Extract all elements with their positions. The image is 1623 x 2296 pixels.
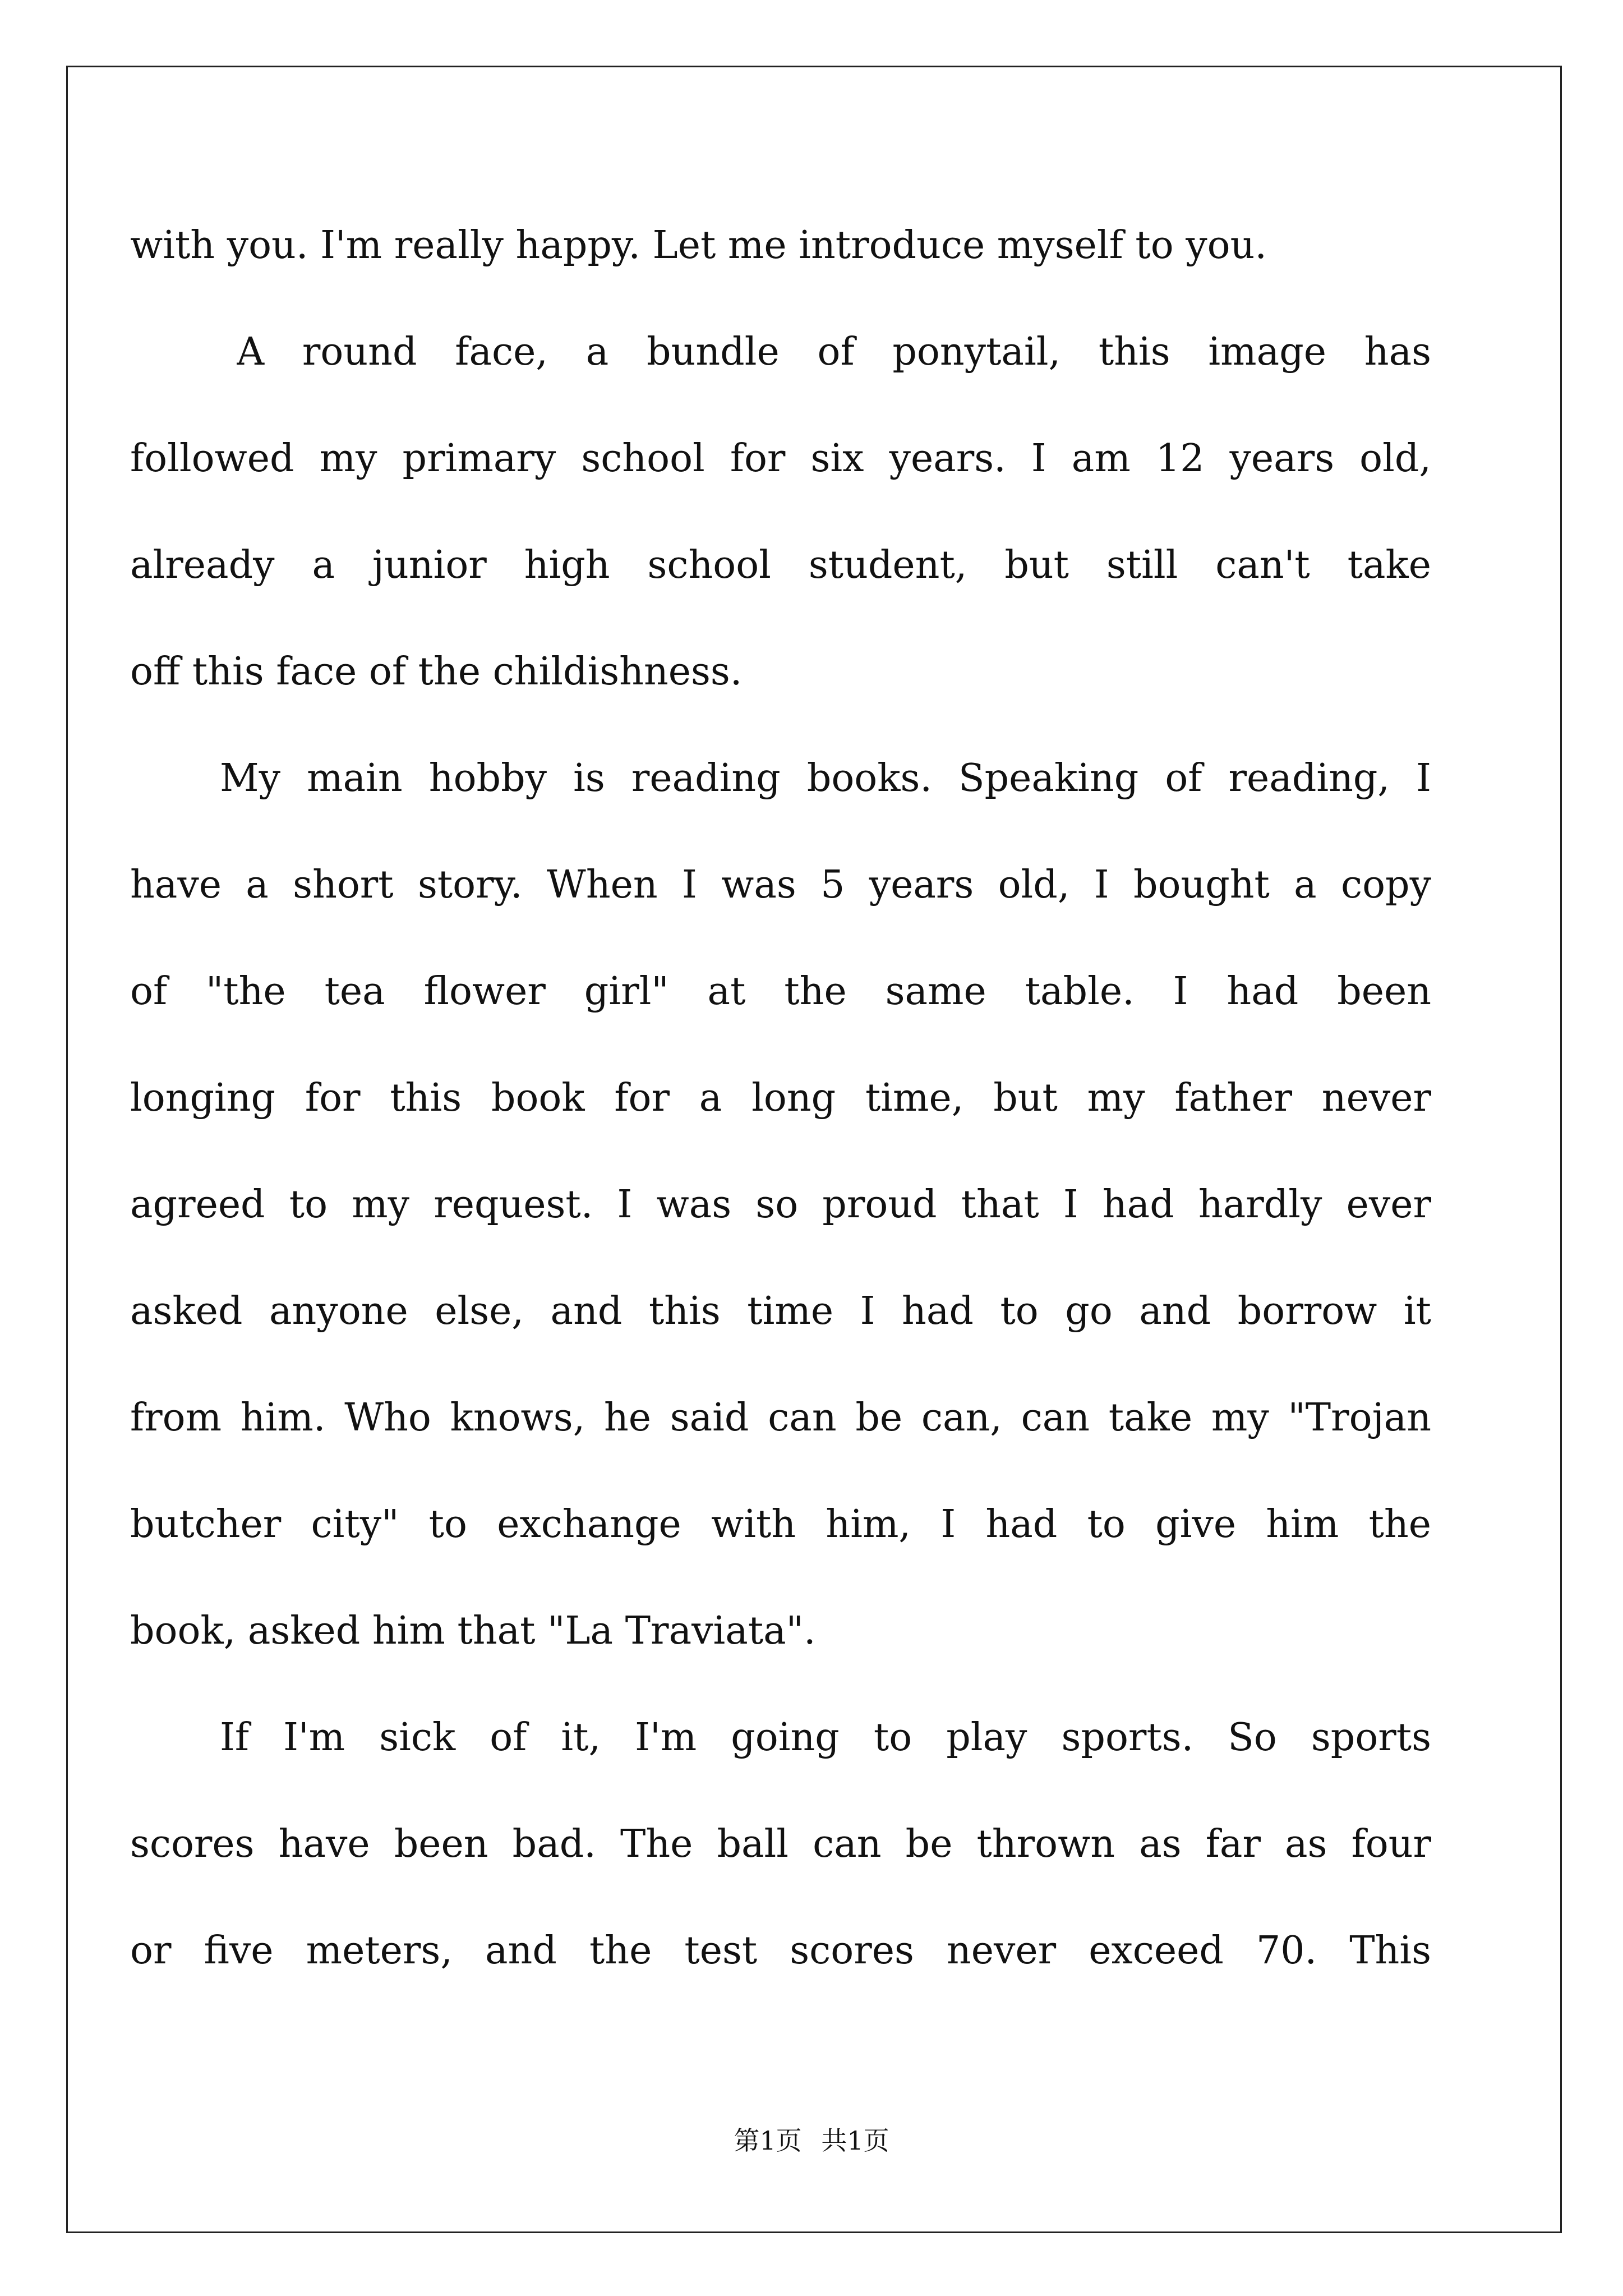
text-line: agreed to my request. I was so proud that I had hardly ever (130, 1182, 1431, 1227)
paragraph-start-line: If I'm sick of it, I'm going to play sports. So sports (220, 1715, 1431, 1760)
text-line: of "the tea flower girl" at the same table. I had been (130, 969, 1431, 1014)
text-line: longing for this book for a long time, but my father never (130, 1076, 1431, 1120)
page-number-current: 第1页 (734, 2125, 802, 2156)
text-line: butcher city" to exchange with him, I had to give him the (130, 1502, 1431, 1547)
text-line: from him. Who knows, he said can be can, can take my "Trojan (130, 1396, 1431, 1440)
text-line: book, asked him that "La Traviata". (130, 1609, 816, 1653)
text-line: with you. I'm really happy. Let me introduce myself to you. (130, 223, 1267, 268)
text-line: followed my primary school for six years. I am 12 years old, (130, 436, 1431, 481)
paragraph-start-line: A round face, a bundle of ponytail, this image has (237, 330, 1431, 374)
page-footer (0, 2124, 1623, 2157)
text-line: have a short story. When I was 5 years old, I bought a copy (130, 863, 1431, 907)
text-line: asked anyone else, and this time I had to go and borrow it (130, 1289, 1431, 1333)
text-line: or five meters, and the test scores never exceed 70. This (130, 1929, 1431, 1973)
page-number-total: 共1页 (821, 2125, 889, 2156)
text-line: already a junior high school student, but still can't take (130, 543, 1431, 587)
paragraph-start-line: My main hobby is reading books. Speaking of reading, I (220, 756, 1431, 800)
text-line: scores have been bad. The ball can be thrown as far as four (130, 1822, 1431, 1866)
text-line: off this face of the childishness. (130, 650, 743, 694)
page-border (66, 66, 1562, 2233)
